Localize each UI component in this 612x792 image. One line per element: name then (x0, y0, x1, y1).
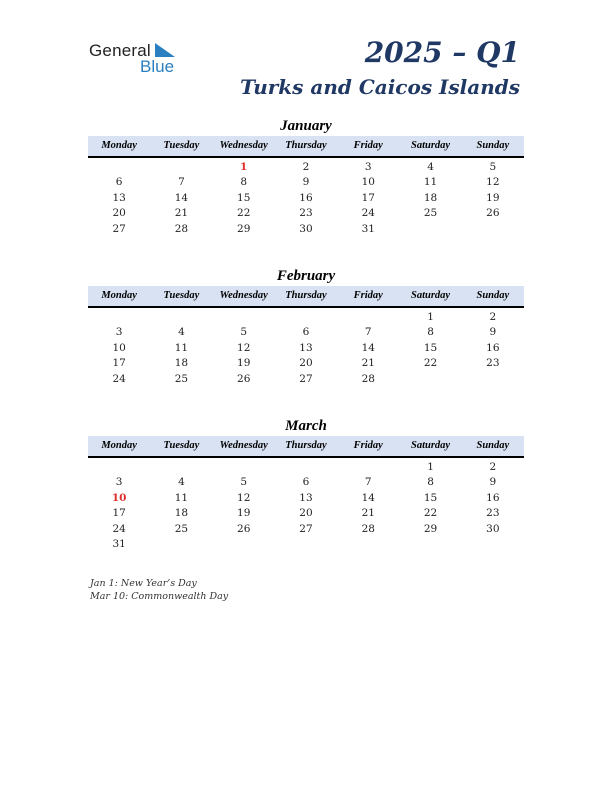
weekday-label: Friday (353, 290, 383, 301)
month-calendar-february (88, 266, 524, 387)
day-cell: 4 (178, 476, 185, 489)
day-cell: 10 (361, 176, 375, 189)
day-cell: 9 (302, 176, 310, 189)
day-cell: 20 (112, 207, 126, 220)
day-cell: 16 (486, 491, 500, 504)
holiday-note: Jan 1: New Year’s Day (90, 578, 197, 589)
month-calendar-march (88, 416, 524, 552)
day-cell: 4 (178, 326, 185, 339)
week-row (88, 537, 524, 552)
weekday-label: Tuesday (163, 140, 200, 151)
country-name: Turks and Caicos Islands (240, 75, 520, 99)
day-cell: 22 (423, 507, 438, 520)
day-cell: 26 (237, 522, 251, 535)
day-cell: 20 (299, 507, 313, 520)
day-cell: 5 (240, 326, 248, 339)
day-cell: 28 (361, 372, 375, 385)
day-cell: 23 (486, 357, 500, 370)
weekday-label: Sunday (476, 140, 510, 151)
day-cell: 8 (240, 176, 248, 189)
day-cell (462, 372, 524, 387)
day-cell (213, 310, 275, 325)
weekday-label: Thursday (285, 140, 327, 151)
weekday-label: Sunday (476, 440, 510, 451)
day-cell: 30 (486, 522, 500, 535)
day-cell: 7 (364, 326, 372, 339)
day-cell (213, 460, 275, 475)
weekday-label: Saturday (411, 290, 451, 301)
weekday-label: Friday (353, 440, 383, 451)
day-cell: 17 (112, 507, 126, 520)
day-cell: 13 (299, 491, 313, 504)
day-cell (88, 160, 150, 175)
day-cell: 29 (237, 222, 251, 235)
weekday-header (88, 136, 524, 158)
day-cell: 23 (299, 207, 313, 220)
day-cell: 17 (112, 357, 126, 370)
week-row (88, 522, 524, 537)
day-cell (337, 310, 399, 325)
logo-general-text: General (89, 41, 151, 60)
month-calendar-january (88, 116, 524, 237)
day-cell: 23 (486, 507, 500, 520)
day-cell: 24 (112, 372, 126, 385)
day-cell: 13 (112, 191, 126, 204)
brand-logo (89, 41, 189, 77)
day-cell (88, 460, 150, 475)
weekday-label: Thursday (285, 440, 327, 451)
day-cell: 3 (115, 326, 123, 339)
day-cell: 25 (423, 207, 438, 220)
day-cell (88, 310, 150, 325)
weekday-label: Thursday (285, 290, 327, 301)
day-cell: 9 (489, 476, 497, 489)
weekday-label: Monday (101, 140, 137, 151)
week-row (88, 491, 524, 506)
day-cell: 17 (361, 191, 375, 204)
day-cell: 14 (361, 341, 375, 354)
day-cell: 8 (427, 326, 434, 339)
month-name: February (276, 268, 336, 284)
day-cell: 31 (112, 537, 126, 550)
day-cell (337, 537, 399, 552)
day-cell: 27 (299, 372, 313, 385)
day-cell: 19 (486, 191, 500, 204)
day-cell: 16 (486, 341, 500, 354)
day-cell: 21 (174, 207, 189, 220)
day-cell: 18 (423, 191, 438, 204)
day-cell: 15 (237, 191, 251, 204)
day-cell: 21 (361, 507, 375, 520)
weekday-label: Sunday (476, 290, 510, 301)
day-cell: 5 (240, 476, 248, 489)
day-cell (150, 537, 212, 552)
week-row (88, 325, 524, 340)
day-cell (462, 222, 524, 237)
month-name: March (285, 418, 327, 434)
day-cell: 10 (111, 491, 127, 504)
day-cell: 11 (174, 491, 189, 504)
day-cell: 2 (302, 161, 310, 173)
day-cell: 6 (115, 176, 123, 189)
holiday-note: Mar 10: Commonwealth Day (90, 591, 229, 602)
week-row (88, 175, 524, 190)
weekday-label: Saturday (411, 440, 451, 451)
weekday-header (88, 286, 524, 308)
day-cell: 27 (299, 522, 313, 535)
day-cell (275, 537, 337, 552)
day-cell: 16 (299, 191, 313, 204)
day-cell: 30 (299, 222, 313, 235)
day-cell: 7 (364, 476, 372, 489)
day-cell: 10 (112, 341, 126, 354)
week-row (88, 475, 524, 490)
week-row (88, 506, 524, 521)
day-cell: 19 (237, 507, 251, 520)
day-cell: 13 (299, 341, 313, 354)
day-cell: 27 (112, 222, 126, 235)
day-cell: 1 (427, 461, 434, 473)
page-title: 2025 – Q1 (364, 36, 520, 69)
day-cell: 24 (112, 522, 126, 535)
day-cell: 12 (486, 176, 500, 189)
day-cell: 28 (361, 522, 375, 535)
day-cell: 29 (423, 522, 438, 535)
day-cell: 15 (423, 341, 438, 354)
day-cell: 26 (486, 207, 500, 220)
day-cell: 2 (489, 461, 497, 473)
day-cell (462, 537, 524, 552)
day-cell: 24 (361, 207, 375, 220)
day-cell: 31 (361, 222, 375, 235)
day-cell: 11 (423, 176, 438, 189)
weekday-label: Friday (353, 140, 383, 151)
logo-blue-text: Blue (140, 57, 175, 76)
day-cell (150, 310, 212, 325)
day-cell (275, 310, 337, 325)
weekday-header (88, 436, 524, 458)
day-cell (275, 460, 337, 475)
day-cell: 5 (489, 161, 497, 173)
day-cell: 3 (115, 476, 123, 489)
day-cell: 8 (427, 476, 434, 489)
day-cell: 18 (174, 357, 189, 370)
day-cell: 14 (361, 491, 375, 504)
day-cell: 22 (423, 357, 438, 370)
day-cell (399, 372, 461, 387)
weekday-label: Tuesday (163, 440, 200, 451)
day-cell: 1 (427, 311, 434, 323)
day-cell: 9 (489, 326, 497, 339)
day-cell: 6 (302, 476, 310, 489)
day-cell: 20 (299, 357, 313, 370)
week-row (88, 356, 524, 371)
week-row (88, 222, 524, 237)
month-name: January (280, 118, 332, 134)
weekday-label: Wednesday (219, 290, 268, 301)
day-cell (213, 537, 275, 552)
week-row (88, 191, 524, 206)
day-cell: 21 (361, 357, 375, 370)
week-row (88, 341, 524, 356)
day-cell (150, 160, 212, 175)
week-row (88, 460, 524, 475)
weekday-label: Monday (101, 290, 137, 301)
day-cell (337, 460, 399, 475)
day-cell: 22 (237, 207, 251, 220)
weekday-label: Monday (101, 440, 137, 451)
week-row (88, 206, 524, 221)
day-cell: 12 (237, 491, 251, 504)
week-row (88, 310, 524, 325)
holiday-notes (90, 577, 228, 603)
weekday-label: Saturday (411, 140, 451, 151)
day-cell: 25 (174, 522, 189, 535)
day-cell (150, 460, 212, 475)
weekday-label: Wednesday (219, 140, 268, 151)
day-cell: 6 (302, 326, 310, 339)
week-row (88, 372, 524, 387)
day-cell: 19 (237, 357, 251, 370)
day-cell: 2 (489, 311, 497, 323)
day-cell: 15 (423, 491, 438, 504)
weekday-label: Tuesday (163, 290, 200, 301)
day-cell: 7 (178, 176, 185, 189)
day-cell: 3 (364, 161, 372, 173)
day-cell: 12 (237, 341, 251, 354)
day-cell: 18 (174, 507, 189, 520)
day-cell (399, 537, 461, 552)
day-cell: 25 (174, 372, 189, 385)
weekday-label: Wednesday (219, 440, 268, 451)
day-cell: 28 (174, 222, 189, 235)
day-cell: 4 (427, 161, 434, 173)
day-cell: 14 (174, 191, 189, 204)
day-cell: 11 (174, 341, 189, 354)
week-row (88, 160, 524, 175)
day-cell (399, 222, 461, 237)
day-cell: 1 (240, 161, 248, 173)
day-cell: 26 (237, 372, 251, 385)
